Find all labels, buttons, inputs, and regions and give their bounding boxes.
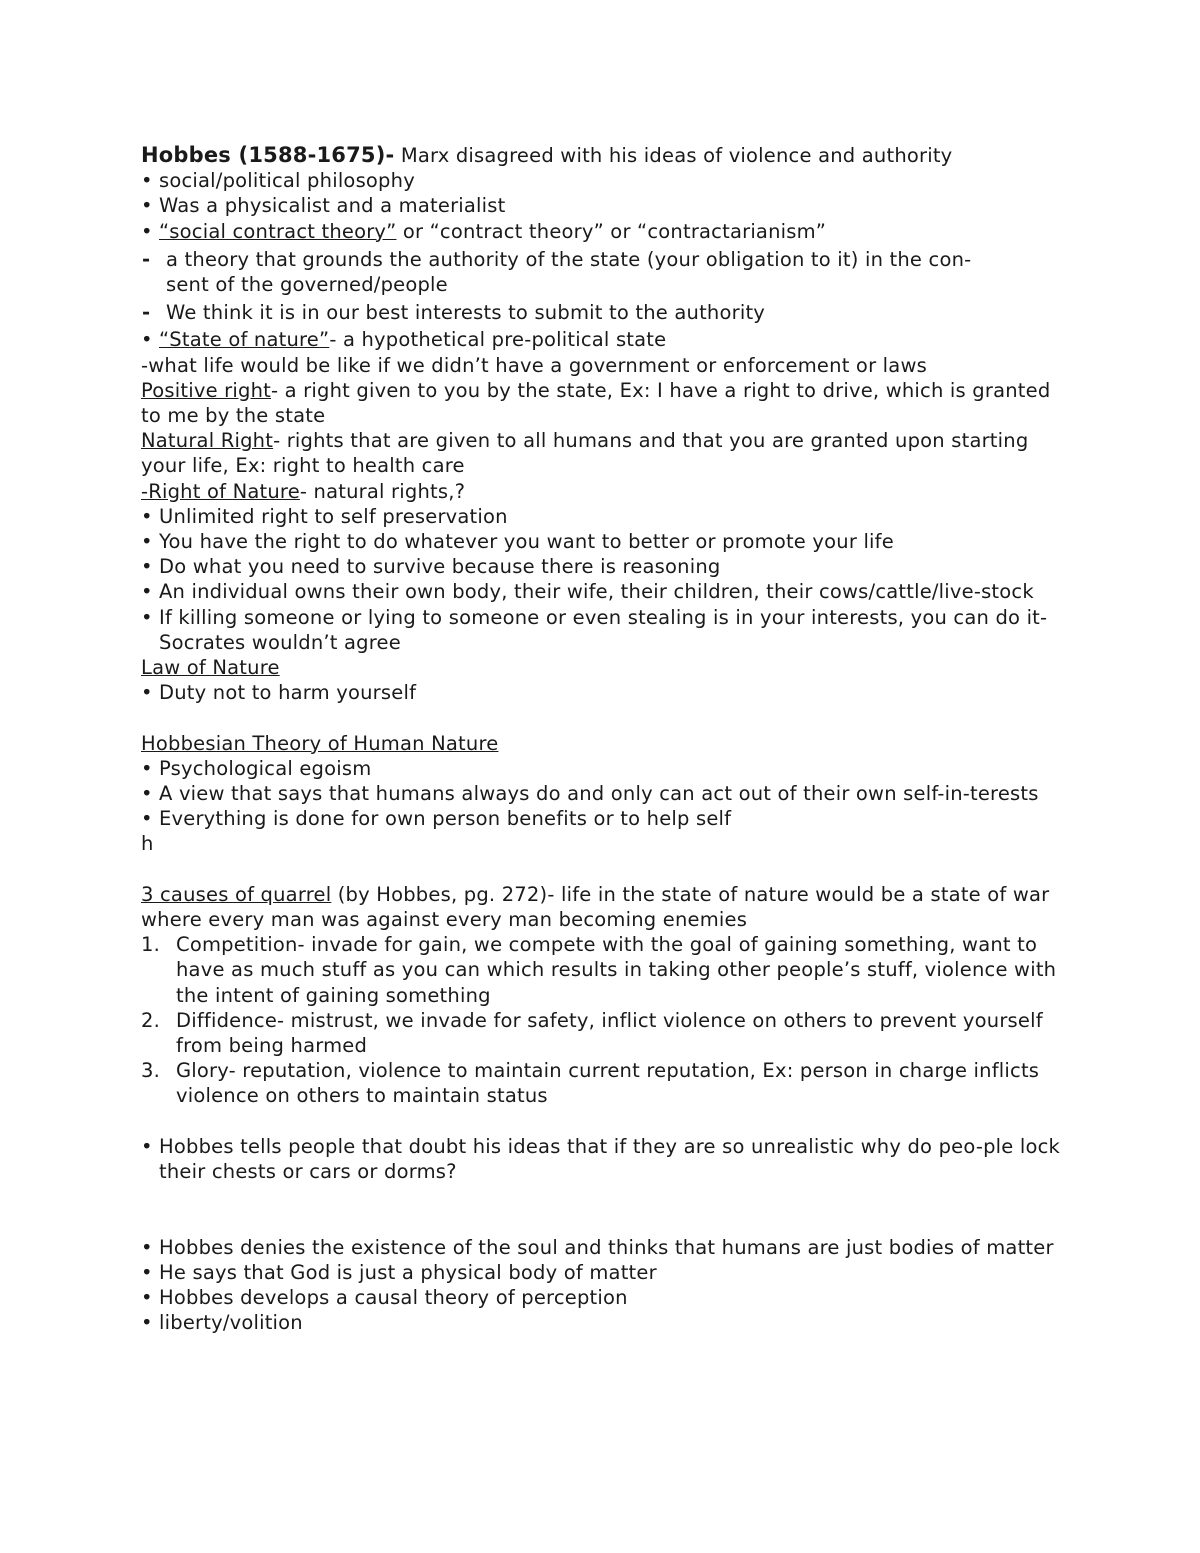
term-natural-right: Natural Right xyxy=(141,429,274,453)
list-item: • Unlimited right to self preservation xyxy=(141,504,1071,529)
spacer xyxy=(141,1109,1071,1134)
term-definition: or “contract theory” or “contractarianism” xyxy=(396,219,827,243)
heading-line xyxy=(141,143,1071,168)
item-number: 2. xyxy=(141,1008,161,1032)
spacer xyxy=(141,857,1071,882)
term-causes-of-quarrel: 3 causes of quarrel xyxy=(141,882,332,906)
numbered-item xyxy=(141,1058,1071,1108)
term-definition: - rights that are given to all humans and that you are granted upon starting your life, Ex: right to health care xyxy=(141,429,1029,478)
term-positive-right: Positive right xyxy=(141,378,271,402)
dash-line: sent of the governed/people xyxy=(166,273,448,297)
item-number: 1. xyxy=(141,933,161,957)
item-text: Glory- reputation, violence to maintain current reputation, Ex: person in charge inflicts violence on others to maintain status xyxy=(176,1059,1040,1108)
document-title: Hobbes (1588-1675)- xyxy=(141,143,395,167)
term-definition: - a right given to you by the state, Ex: I have a right to drive, which is granted to me by the state xyxy=(141,378,1051,428)
numbered-item xyxy=(141,932,1071,1008)
text-line: -what life would be like if we didn’t have a government or enforcement or laws xyxy=(141,353,927,377)
list-item: • An individual owns their own body, their wife, their children, their cows/cattle/live-stock xyxy=(141,579,1071,604)
definition-paragraph xyxy=(141,479,1071,504)
term-definition: - a hypothetical pre-political state xyxy=(329,328,667,352)
section-heading: Hobbesian Theory of Human Nature xyxy=(141,731,499,755)
numbered-item xyxy=(141,1008,1071,1058)
list-item: • Hobbes develops a causal theory of perception xyxy=(141,1285,1071,1310)
item-number: 3. xyxy=(141,1059,161,1083)
term-definition: - natural rights,? xyxy=(299,479,466,503)
list-item: • Duty not to harm yourself xyxy=(141,680,1071,705)
list-item xyxy=(141,219,1071,244)
list-item: • A view that says that humans always do and only can act out of their own self-in-terests xyxy=(141,781,1071,806)
term-social-contract: “social contract theory” xyxy=(159,219,397,243)
list-item: • liberty/volition xyxy=(141,1310,1071,1335)
document-page xyxy=(141,143,1071,1335)
list-item: • Do what you need to survive because there is reasoning xyxy=(141,554,1071,579)
spacer xyxy=(141,705,1071,730)
dash-item xyxy=(141,247,1071,297)
list-item: • Was a physicalist and a materialist xyxy=(141,193,1071,218)
definition-paragraph xyxy=(141,378,1071,428)
stray-text: h xyxy=(141,832,154,856)
title-note: Marx disagreed with his ideas of violence and authority xyxy=(394,144,953,167)
list-item: • Everything is done for own person benefits or to help self xyxy=(141,806,1071,831)
list-item: • He says that God is just a physical body of matter xyxy=(141,1260,1071,1285)
list-item: • If killing someone or lying to someone or even stealing is in your interests, you can do it- Socrates wouldn’t agree xyxy=(141,605,1071,655)
list-item: • social/political philosophy xyxy=(141,168,1071,193)
dash-item: - We think it is in our best interests to submit to the authority xyxy=(141,300,1071,325)
definition-paragraph xyxy=(141,882,1071,932)
item-text: Diffidence- mistrust, we invade for safety, inflict violence on others to prevent yourself from being harmed xyxy=(176,1008,1043,1058)
term-state-of-nature: “State of nature” xyxy=(159,328,330,352)
term-definition: (by Hobbes, pg. 272)- life in the state of nature would be a state of war where every man was against every man becoming enemies xyxy=(141,882,1050,932)
list-item: • You have the right to do whatever you want to better or promote your life xyxy=(141,529,1071,554)
list-item xyxy=(141,327,1071,352)
list-item: • Hobbes tells people that doubt his ideas that if they are so unrealistic why do peo-ple lock their chests or cars or dorms? xyxy=(141,1134,1071,1184)
definition-paragraph xyxy=(141,428,1071,478)
section-heading: Law of Nature xyxy=(141,656,280,680)
list-item: • Psychological egoism xyxy=(141,756,1071,781)
term-right-of-nature: -Right of Nature xyxy=(141,479,300,503)
spacer xyxy=(141,1184,1071,1234)
item-text: Competition- invade for gain, we compete with the goal of gaining something, want to have as much stuff as you can which results in taking other people’s stuff, violence with the intent of gaining something xyxy=(176,933,1057,1007)
list-item: • Hobbes denies the existence of the soul and thinks that humans are just bodies of matter xyxy=(141,1235,1071,1260)
dash-line: - a theory that grounds the authority of the state (your obligation to it) in the con- xyxy=(166,247,972,271)
